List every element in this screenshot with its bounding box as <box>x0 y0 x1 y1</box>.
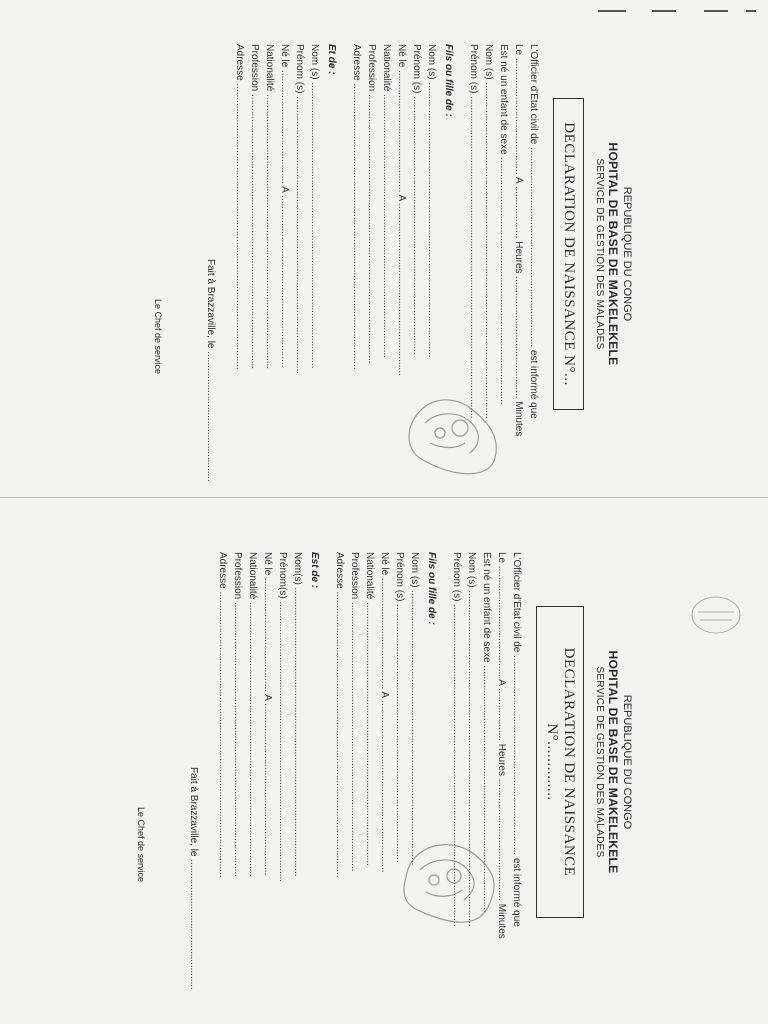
form-header <box>592 44 634 464</box>
mother-profession-line: Profession ................................................................................................... <box>249 44 260 370</box>
father-firstname-line: Prénom (s) ............................................................................................. <box>411 44 422 355</box>
scan-mark <box>704 10 728 12</box>
service-name: SERVICE DE GESTION DES MALADES <box>594 666 605 858</box>
mother-address-line: Adresse ....................................................................................................... <box>234 44 245 370</box>
child-firstname-line: Prénom (s) .................................................................................................................... <box>468 44 479 419</box>
service-name: SERVICE DE GESTION DES MALADES <box>594 158 605 350</box>
date-time-line: Le ........................................ A ................... Heures ............................................ Minutes <box>496 552 507 939</box>
title-number: ... <box>561 373 577 386</box>
republic-label: REPUBLIQUE DU CONGO <box>621 186 633 322</box>
father-nationality-line: Nationalité ............................................................................................... <box>381 44 392 358</box>
scan-mark <box>652 10 676 12</box>
officer-line: L'Officier d'Etat civil de ........................................................................ est informé que <box>528 44 539 419</box>
father-section-label: Fils ou fille de : <box>443 44 454 117</box>
mother-address-line: Adresse ....................................................................................................... <box>217 552 228 878</box>
stamp-seal-icon <box>396 832 506 927</box>
mother-nationality-line: Nationalité ................................................................................................... <box>247 552 258 878</box>
father-section-label: Fils ou fille de : <box>426 552 437 625</box>
father-profession-line: Profession ................................................................................................. <box>366 44 377 364</box>
signature-label: Le Chef de service <box>136 807 146 883</box>
sex-line: Est né un enfant de sexe ......................................................................................... <box>481 552 492 913</box>
father-profession-line: Profession ................................................................................................. <box>349 552 360 872</box>
birth-declaration-form-upper <box>134 44 634 482</box>
father-address-line: Adresse ....................................................................................................... <box>334 552 345 878</box>
father-birth-line: Né le ............................................ A .............................................................. <box>396 44 407 376</box>
stamp-seal-icon <box>400 388 510 478</box>
hospital-name: HOPITAL DE BASE DE MAKELEKELE <box>606 650 620 874</box>
form-header <box>592 552 634 972</box>
father-name-line: Nom (s) ................................................................................................... <box>426 44 437 358</box>
faded-stamp-icon <box>686 590 746 640</box>
form-title <box>553 98 584 410</box>
child-name-line: Nom (s) ......................................................................................................................... <box>466 552 477 927</box>
title-text: DECLARATION DE NAISSANCE N° <box>544 647 577 877</box>
child-firstname-line: Prénom (s) .................................................................................................................... <box>451 552 462 927</box>
mother-section-label: Est de : <box>309 552 320 589</box>
child-name-line: Nom (s) ......................................................................................................................... <box>483 44 494 419</box>
mother-firstname-line: Prénom (s) .................................................................................................... <box>294 44 305 375</box>
birth-declaration-form-lower <box>134 552 634 990</box>
mother-section-label: Et de : <box>326 44 337 75</box>
father-birth-line: Né le ........................................ A .............................................................. <box>379 552 390 873</box>
sex-line: Est né un enfant de sexe ......................................................................................... <box>498 44 509 405</box>
place-date-line: Fait à Brazzaville, le ............................................... <box>205 259 216 482</box>
date-time-line: Le .......................................... A ................... Heures ............................................ Minutes <box>513 44 524 437</box>
mother-name-line: Nom (s) ....................................................................................................... <box>309 44 320 369</box>
title-text: DECLARATION DE NAISSANCE N° <box>561 122 577 373</box>
republic-label: REPUBLIQUE DU CONGO <box>621 694 633 830</box>
father-address-line: Adresse ....................................................................................................... <box>351 44 362 370</box>
mother-birth-line: Né le ......................................... A .............................................................. <box>279 44 290 368</box>
scan-mark <box>598 10 626 12</box>
officer-line: L'Officier d'Etat civil de ........................................................................ est informé que <box>511 552 522 927</box>
father-name-line: Nom (s) ................................................................................................... <box>409 552 420 866</box>
mother-nationality-line: Nationalité ................................................................................................... <box>264 44 275 370</box>
title-number: .............. <box>544 741 560 801</box>
scan-mark <box>746 10 756 12</box>
father-firstname-line: Prénom (s) ............................................................................................. <box>394 552 405 863</box>
mother-name-line: Nom(s) ........................................................................................................ <box>292 552 303 877</box>
hospital-name: HOPITAL DE BASE DE MAKELEKELE <box>606 142 620 366</box>
mother-birth-line: Né le ......................................... A .............................................................. <box>262 552 273 876</box>
father-nationality-line: Nationalité ............................................................................................... <box>364 552 375 866</box>
form-title <box>536 606 584 918</box>
signature-label: Le Chef de service <box>153 299 163 375</box>
place-date-line: Fait à Brazzaville, le ............................................... <box>188 767 199 990</box>
fold-line <box>0 497 768 498</box>
mother-profession-line: Profession ................................................................................................... <box>232 552 243 878</box>
mother-firstname-line: Prénom(s) ..................................................................................................... <box>277 552 288 883</box>
